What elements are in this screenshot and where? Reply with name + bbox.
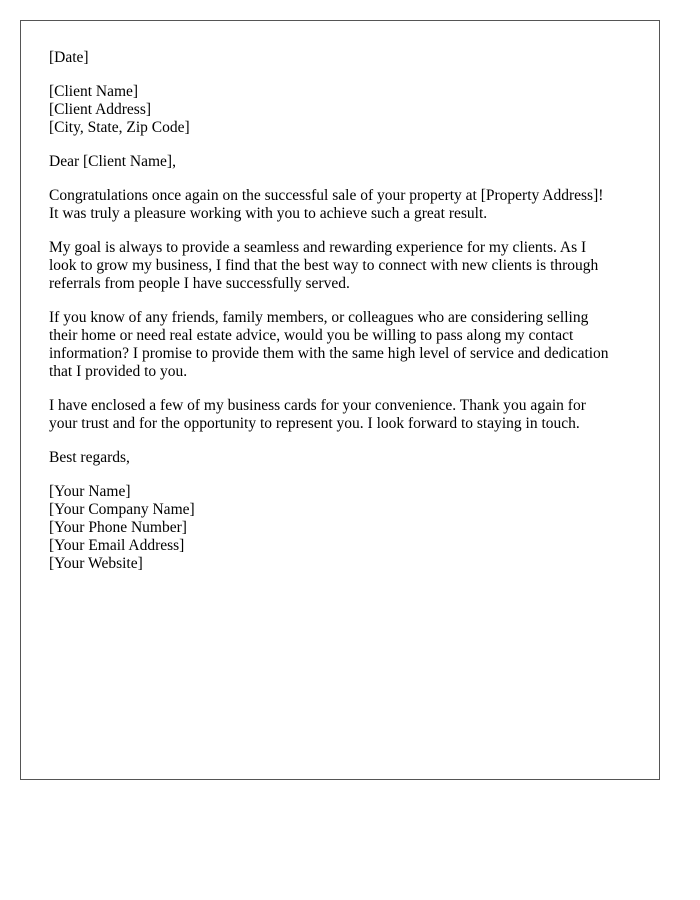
paragraph-referral-request [49, 309, 639, 381]
salutation: Dear [Client Name], [49, 153, 176, 170]
letter-body [49, 49, 639, 589]
paragraph-goal [49, 239, 639, 293]
closing: Best regards, [49, 449, 130, 466]
signature-block [49, 483, 639, 573]
paragraph-line: It was truly a pleasure working with you to achieve such a great result. [49, 205, 488, 222]
letter-date: [Date] [49, 49, 89, 66]
signature-name: [Your Name] [49, 483, 131, 500]
salutation-block [49, 153, 639, 171]
paragraph-congratulations [49, 187, 639, 223]
paragraph-line: their home or need real estate advice, would you be willing to pass along my contact [49, 327, 574, 344]
paragraph-line: your trust and for the opportunity to represent you. I look forward to staying in touch. [49, 415, 580, 432]
paragraph-line: I have enclosed a few of my business cards for your convenience. Thank you again for [49, 397, 586, 414]
paragraph-line: that I provided to you. [49, 363, 188, 380]
letter-page [20, 20, 660, 780]
recipient-name: [Client Name] [49, 83, 139, 100]
paragraph-line: Congratulations once again on the successful sale of your property at [Property Address]! [49, 187, 604, 204]
closing-block [49, 449, 639, 467]
paragraph-line: My goal is always to provide a seamless and rewarding experience for my clients. As I [49, 239, 587, 256]
paragraph-line: information? I promise to provide them with the same high level of service and dedication [49, 345, 609, 362]
signature-phone: [Your Phone Number] [49, 519, 187, 536]
paragraph-line: referrals from people I have successfully served. [49, 275, 350, 292]
paragraph-line: look to grow my business, I find that the best way to connect with new clients is through [49, 257, 599, 274]
date-block [49, 49, 639, 67]
paragraph-enclosure [49, 397, 639, 433]
paragraph-line: If you know of any friends, family members, or colleagues who are considering selling [49, 309, 589, 326]
recipient-block [49, 83, 639, 137]
recipient-address: [Client Address] [49, 101, 152, 118]
recipient-city-state-zip: [City, State, Zip Code] [49, 119, 190, 136]
signature-email: [Your Email Address] [49, 537, 185, 554]
signature-company: [Your Company Name] [49, 501, 195, 518]
signature-website: [Your Website] [49, 555, 143, 572]
